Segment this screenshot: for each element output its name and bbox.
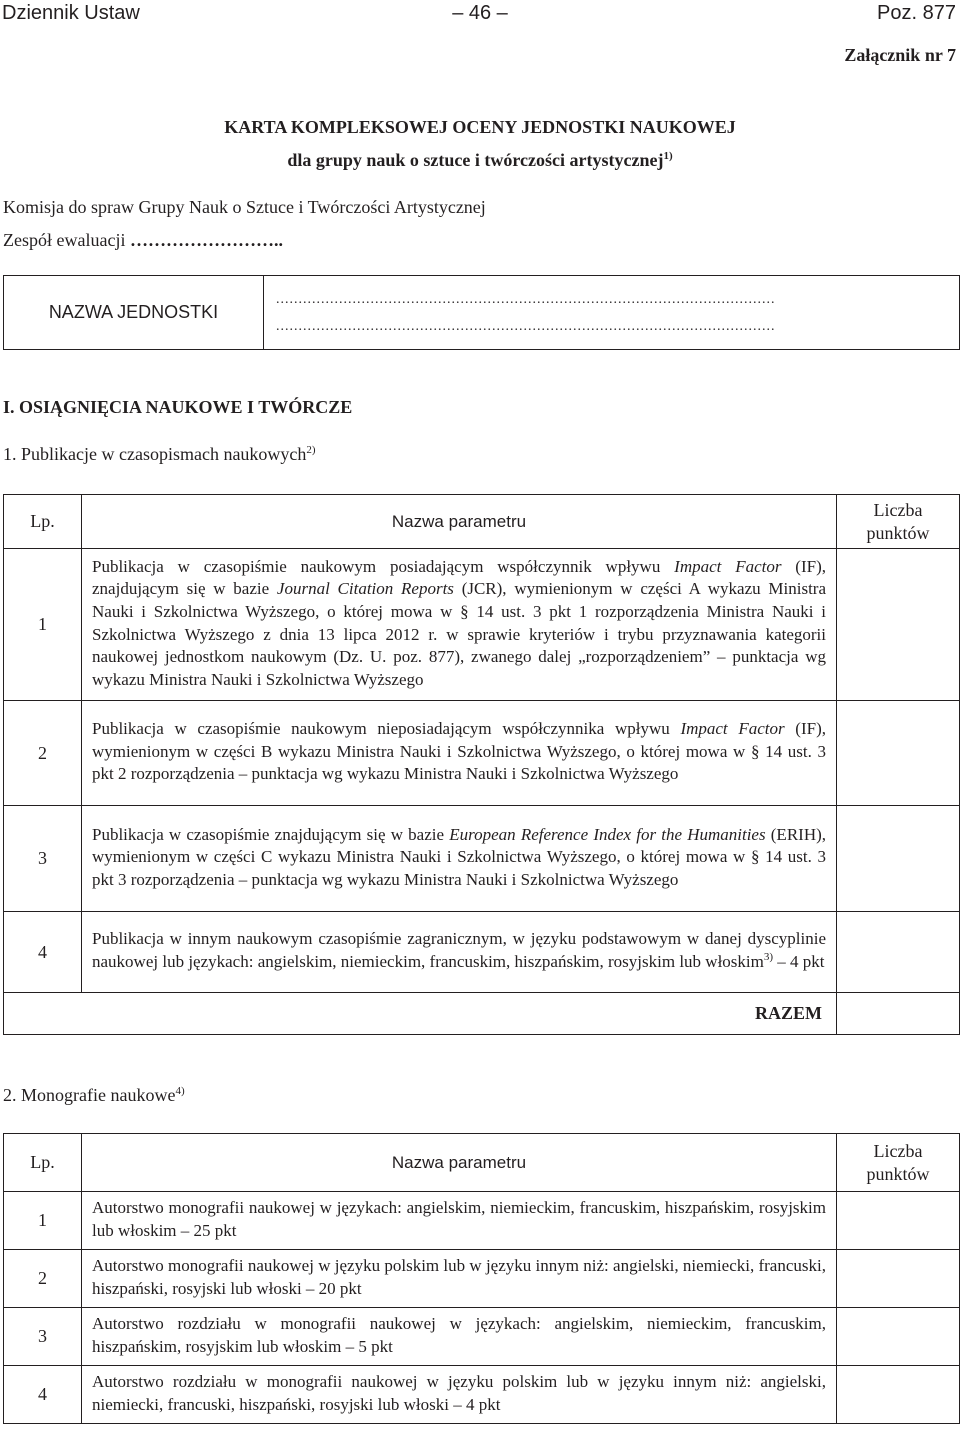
monographs-table bbox=[3, 1133, 960, 1424]
position-number: Poz. 877 bbox=[877, 2, 956, 24]
points-cell[interactable] bbox=[837, 549, 960, 701]
points-cell[interactable] bbox=[837, 1366, 960, 1424]
row-number: 1 bbox=[4, 549, 82, 701]
table-row bbox=[4, 1250, 960, 1308]
row-text-italic: Journal Citation Reports bbox=[276, 579, 454, 599]
unit-name-table bbox=[3, 275, 960, 350]
footnote-ref: 1) bbox=[663, 150, 673, 162]
row-number: 4 bbox=[4, 912, 82, 993]
footnote-ref: 2) bbox=[306, 444, 316, 456]
footnote-ref: 4) bbox=[175, 1085, 185, 1097]
evaluation-team bbox=[3, 228, 283, 252]
table-header-row bbox=[4, 1134, 960, 1192]
subsection-2-text: 2. Monografie naukowe bbox=[3, 1085, 176, 1105]
table-row bbox=[4, 806, 960, 912]
row-description bbox=[82, 806, 837, 912]
points-cell[interactable] bbox=[837, 1308, 960, 1366]
row-text: (IF), wymienionym w części B wykazu Ministra Nauki i Szkolnictwa Wyższego, o której mowa w § 14 ust. 3 pkt 2 rozporządzenia – punktacja wg wykazu Ministra Nauki i Szkolnictwa Wyższego bbox=[92, 719, 826, 784]
commission-name: Komisja do spraw Grupy Nauk o Sztuce i Twórczości Artystycznej bbox=[3, 197, 486, 217]
row-description: Autorstwo monografii naukowej w językach: angielskim, niemieckim, francuskim, hiszpańskim, rosyjskim lub włoskim – 25 pkt bbox=[82, 1192, 837, 1250]
row-text: Publikacja w innym naukowym czasopiśmie zagranicznym, w języku podstawowym w danej dyscyplinie naukowej lub językach: angielskim, niemieckim, francuskim, hiszpańskim, rosyjskim lub włoskim bbox=[92, 929, 826, 971]
row-number: 2 bbox=[4, 1250, 82, 1308]
header-points bbox=[837, 1134, 960, 1192]
table-row bbox=[4, 549, 960, 701]
row-text: – 4 pkt bbox=[773, 952, 825, 971]
subsection-2-title bbox=[3, 1083, 185, 1107]
table-row bbox=[4, 1308, 960, 1366]
row-text: (ERIH), wymienionym w części C wykazu Ministra Nauki i Szkolnictwa Wyższego, o której mowa w § 14 ust. 3 pkt 3 rozporządzenia – punktacja wg wykazu Ministra Nauki i Szkolnictwa Wyższego bbox=[92, 824, 827, 889]
row-text-italic: Impact Factor bbox=[680, 719, 785, 739]
row-text-italic: Impact Factor bbox=[674, 556, 782, 576]
form-subtitle bbox=[0, 148, 960, 172]
row-text: Publikacja w czasopiśmie naukowym posiadającym współczynnik wpływu bbox=[92, 556, 675, 576]
points-cell[interactable] bbox=[837, 912, 960, 993]
header-points bbox=[837, 495, 960, 549]
subsection-1-text: 1. Publikacje w czasopismach naukowych bbox=[3, 444, 307, 464]
row-number: 3 bbox=[4, 806, 82, 912]
journal-publications-table bbox=[3, 494, 960, 1035]
header-parameter: Nazwa parametru bbox=[82, 1134, 837, 1192]
journal-name: Dziennik Ustaw bbox=[2, 2, 140, 24]
total-row bbox=[4, 993, 960, 1035]
subsection-1-title bbox=[3, 442, 316, 466]
header-points-line2: punktów bbox=[866, 1163, 930, 1184]
table-row bbox=[4, 1366, 960, 1424]
row-number: 3 bbox=[4, 1308, 82, 1366]
unit-name-line-1: ............................................................................................................... bbox=[276, 291, 776, 307]
evaluation-team-dots: …………………….. bbox=[129, 230, 283, 250]
header-lp: Lp. bbox=[4, 495, 82, 549]
header-parameter: Nazwa parametru bbox=[82, 495, 837, 549]
row-description: Autorstwo rozdziału w monografii naukowej w języku polskim lub w języku innym niż: angielski, niemiecki, francuski, hiszpański, rosyjski lub włoski – 4 pkt bbox=[82, 1366, 837, 1424]
row-description: Autorstwo rozdziału w monografii naukowej w językach: angielskim, niemieckim, francuskim, hiszpańskim, rosyjskim lub włoskim – 5 pkt bbox=[82, 1308, 837, 1366]
header-points-line1: Liczba bbox=[873, 1140, 923, 1161]
points-cell[interactable] bbox=[837, 806, 960, 912]
row-description bbox=[82, 701, 837, 806]
table-row bbox=[4, 701, 960, 806]
row-description bbox=[82, 912, 837, 993]
row-text: (JCR), wymienionym w części A wykazu Ministra Nauki i Szkolnictwa Wyższego, o której mowa w § 14 ust. 3 pkt 1 rozporządzenia Ministra Nauki i Szkolnictwa Wyższego z dnia 13 lipca 2012 r. w sprawie kryteriów i trybu przyznawania kategorii naukowej jednostkom naukowym (Dz. U. poz. 877), zwanego dalej „rozporządzeniem” – punktacja wg wykazu Ministra Nauki i Szkolnictwa Wyższego bbox=[92, 579, 827, 689]
points-cell[interactable] bbox=[837, 1192, 960, 1250]
row-text: Publikacja w czasopiśmie naukowym nieposiadającym współczynnika wpływu bbox=[92, 719, 681, 739]
annex-label: Załącznik nr 7 bbox=[844, 45, 956, 65]
total-spacer bbox=[4, 993, 82, 1035]
row-number: 2 bbox=[4, 701, 82, 806]
row-text: Publikacja w czasopiśmie znajdującym się w bazie bbox=[92, 824, 450, 844]
form-title: KARTA KOMPLEKSOWEJ OCENY JEDNOSTKI NAUKOWEJ bbox=[224, 117, 736, 137]
row-number: 1 bbox=[4, 1192, 82, 1250]
table-row bbox=[4, 912, 960, 993]
unit-name-field[interactable] bbox=[264, 276, 960, 350]
points-cell[interactable] bbox=[837, 701, 960, 806]
row-number: 4 bbox=[4, 1366, 82, 1424]
total-points-cell[interactable] bbox=[837, 993, 960, 1035]
footnote-ref: 3) bbox=[763, 951, 774, 963]
points-cell[interactable] bbox=[837, 1250, 960, 1308]
row-description: Autorstwo monografii naukowej w języku polskim lub w języku innym niż: angielski, niemiecki, francuski, hiszpański, rosyjski lub włoski – 20 pkt bbox=[82, 1250, 837, 1308]
row-text-italic: European Reference Index for the Humanities bbox=[449, 824, 766, 844]
unit-name-line-2: ............................................................................................................... bbox=[276, 318, 776, 334]
header-points-line1: Liczba bbox=[873, 499, 923, 520]
form-subtitle-text: dla grupy nauk o sztuce i twórczości artystycznej bbox=[287, 150, 664, 170]
evaluation-team-label: Zespół ewaluacji bbox=[3, 230, 126, 250]
section-title: I. OSIĄGNIĘCIA NAUKOWE I TWÓRCZE bbox=[3, 397, 353, 417]
header-lp: Lp. bbox=[4, 1134, 82, 1192]
table-row bbox=[4, 1192, 960, 1250]
header-points-line2: punktów bbox=[866, 522, 930, 543]
row-description bbox=[82, 549, 837, 701]
page-number: – 46 – bbox=[452, 2, 508, 24]
table-header-row bbox=[4, 495, 960, 549]
total-label: RAZEM bbox=[82, 993, 837, 1035]
unit-name-label: NAZWA JEDNOSTKI bbox=[4, 276, 264, 350]
row-text: (IF), znajdującym się w bazie bbox=[92, 556, 826, 599]
